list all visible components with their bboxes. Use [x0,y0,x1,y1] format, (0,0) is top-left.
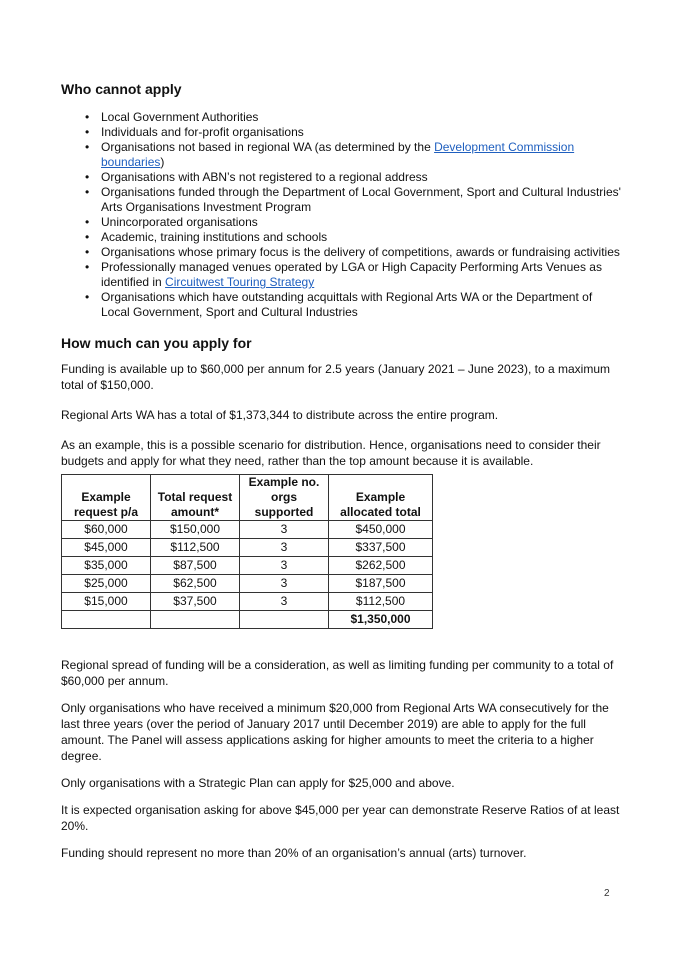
regional-spread-paragraph: Regional spread of funding will be a consideration, as well as limiting funding per community to a total of $60,000 per annum. [61,658,614,688]
program-total-paragraph: Regional Arts WA has a total of $1,373,344 to distribute across the entire program. [61,408,499,422]
empty-cell [62,611,151,629]
who-cannot-apply-list [61,110,621,320]
empty-cell [240,611,329,629]
list-item: • Organisations funded through the Department of Local Government, Sport and Cultural Industries' Arts Organisations Investment Program [85,185,621,214]
column-header-request: Example request p/a [62,475,151,521]
list-item: • Organisations with ABN’s not registered to a regional address [85,170,428,184]
table-header-row [62,475,433,521]
table-row [62,575,433,593]
funding-available-paragraph: Funding is available up to $60,000 per annum for 2.5 years (January 2021 – June 2023), to a maximum total of $150,000. [61,362,610,392]
table-cell: $25,000 [62,575,151,593]
bullet-icon: • [85,290,90,304]
list-item: • Unincorporated organisations [85,215,258,229]
bullet-icon: • [85,125,90,139]
page-content [61,80,621,861]
list-item: • Organisations which have outstanding acquittals with Regional Arts WA or the Department of Local Government, Sport and Cultural Industries [85,290,593,319]
list-item: • Academic, training institutions and schools [85,230,328,244]
bullet-icon: • [85,140,90,154]
table-cell: $15,000 [62,593,151,611]
bullet-icon: • [85,260,90,274]
full-amount-eligibility-paragraph: Only organisations who have received a minimum $20,000 from Regional Arts WA consecutively for the last three years (over the period of January 2017 until December 2019) are able to apply for the full amount. The Panel will assess applications asking for higher amounts to meet the criteria to a higher degree. [61,701,609,763]
table-row [62,593,433,611]
column-header-total-request: Total request amount* [151,475,240,521]
list-item: • Organisations not based in regional WA (as determined by the Development Commission boundaries) [85,140,575,169]
example-scenario-paragraph: As an example, this is a possible scenario for distribution. Hence, organisations need to consider their budgets and apply for what they need, rather than the top amount because it is available. [61,438,601,468]
table-total-row [62,611,433,629]
table-cell: $87,500 [151,557,240,575]
table-cell: $450,000 [329,521,433,539]
distribution-table [61,474,433,629]
table-cell: 3 [240,557,329,575]
table-row [62,521,433,539]
bullet-icon: • [85,110,90,124]
column-header-allocated-total: Example allocated total [329,475,433,521]
how-much-heading: How much can you apply for [61,335,252,351]
table-cell: 3 [240,593,329,611]
table-cell: $112,500 [151,539,240,557]
table-cell: $60,000 [62,521,151,539]
table-cell: 3 [240,539,329,557]
who-cannot-apply-heading: Who cannot apply [61,81,182,97]
reserve-ratio-paragraph: It is expected organisation asking for above $45,000 per year can demonstrate Reserve Ratios of at least 20%. [61,803,620,833]
table-cell: $35,000 [62,557,151,575]
list-item: • Professionally managed venues operated by LGA or High Capacity Performing Arts Venues as identified in Circuitwest Touring Strategy [85,260,602,289]
table-cell: $45,000 [62,539,151,557]
table-cell: $337,500 [329,539,433,557]
strategic-plan-paragraph: Only organisations with a Strategic Plan can apply for $25,000 and above. [61,776,455,790]
empty-cell [151,611,240,629]
development-commission-boundaries-link[interactable]: Development Commission boundaries [101,140,575,169]
table-row [62,557,433,575]
table-cell: 3 [240,521,329,539]
turnover-limit-paragraph: Funding should represent no more than 20% of an organisation’s annual (arts) turnover. [61,846,527,860]
bullet-icon: • [85,185,90,199]
grand-total-cell: $1,350,000 [329,611,433,629]
page-number: 2 [604,888,610,899]
list-item: • Individuals and for-profit organisations [85,125,304,139]
bullet-icon: • [85,230,90,244]
table-cell: $62,500 [151,575,240,593]
column-header-orgs-supported: Example no. orgs supported [240,475,329,521]
table-cell: 3 [240,575,329,593]
table-cell: $187,500 [329,575,433,593]
bullet-icon: • [85,215,90,229]
bullet-icon: • [85,170,90,184]
table-cell: $150,000 [151,521,240,539]
table-cell: $262,500 [329,557,433,575]
bullet-icon: • [85,245,90,259]
table-cell: $37,500 [151,593,240,611]
list-item: • Organisations whose primary focus is the delivery of competitions, awards or fundraising activities [85,245,620,259]
circuitwest-touring-strategy-link[interactable]: Circuitwest Touring Strategy [165,275,315,289]
table-row [62,539,433,557]
table-cell: $112,500 [329,593,433,611]
list-item: • Local Government Authorities [85,110,259,124]
